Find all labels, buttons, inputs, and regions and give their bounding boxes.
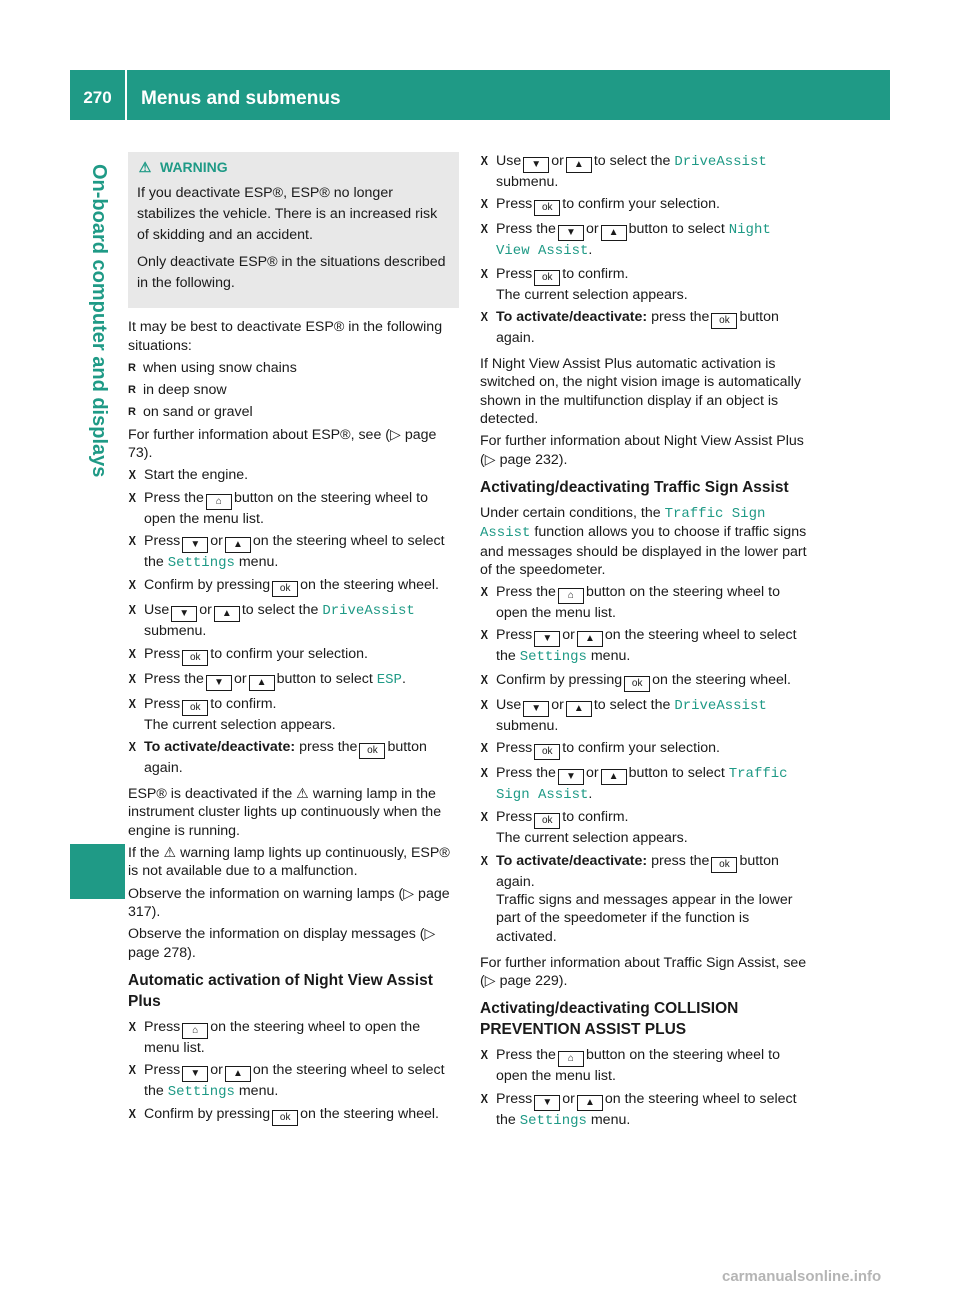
step: X Press ok to confirm your selection. xyxy=(480,739,811,760)
home-key-icon: ⌂ xyxy=(182,1023,208,1039)
down-key-icon: ▼ xyxy=(523,157,549,173)
ok-key-icon: ok xyxy=(272,1110,298,1126)
up-key-icon: ▲ xyxy=(566,157,592,173)
left-column xyxy=(128,152,459,1130)
down-key-icon: ▼ xyxy=(182,1066,208,1082)
up-key-icon: ▲ xyxy=(225,537,251,553)
esp-deactivated-text: ESP® is deactivated if the ⚠ warning lamp in the instrument cluster lights up continuously when the engine is running. xyxy=(128,786,442,839)
up-key-icon: ▲ xyxy=(601,225,627,241)
menu-name: ESP xyxy=(376,671,402,688)
sidebar-thumb-tab xyxy=(70,844,125,899)
home-key-icon: ⌂ xyxy=(206,494,232,510)
page-title: Menus and submenus xyxy=(141,88,341,109)
ok-key-icon: ok xyxy=(711,313,737,329)
observe-display-messages: Observe the information on display messages (▷ page 278). xyxy=(128,926,436,961)
step: X Use ▼ or ▲ to select the DriveAssist submenu. xyxy=(480,696,811,735)
menu-name: Settings xyxy=(519,649,587,666)
ok-key-icon: ok xyxy=(534,270,560,286)
intro-text: It may be best to deactivate ESP® in the following situations: xyxy=(128,319,443,354)
menu-name: DriveAssist xyxy=(674,697,767,714)
home-key-icon: ⌂ xyxy=(558,588,584,604)
section-heading: Automatic activation of Night View Assist Plus xyxy=(128,971,433,1010)
sidebar-section-title: On-board computer and displays xyxy=(88,164,110,478)
warning-title: ⚠ WARNING xyxy=(138,159,228,175)
menu-name: DriveAssist xyxy=(674,154,767,170)
step: X Press ⌂ on the steering wheel to open the menu list. xyxy=(128,1018,459,1057)
ok-key-icon: ok xyxy=(711,857,737,873)
step: X Press the ⌂ button on the steering wheel to open the menu list. xyxy=(128,489,459,528)
down-key-icon: ▼ xyxy=(534,1095,560,1111)
down-key-icon: ▼ xyxy=(558,225,584,241)
further-info: For further information about ESP®, see (▷ page 73). xyxy=(128,426,437,462)
step: X Press the ▼ or ▲ button to select Traffic Sign Assist. xyxy=(480,764,811,804)
observe-warning-lamps: Observe the information on warning lamps (▷ page 317). xyxy=(128,885,450,920)
step: X Press the ▼ or ▲ button to select ESP. xyxy=(128,670,459,691)
menu-name: Traffic Sign Assist xyxy=(496,766,788,804)
step: X Press ok to confirm. The current selection appears. xyxy=(128,695,459,734)
step: X To activate/deactivate: press the ok button again. Traffic signs and messages appear in the lower part of the speedometer if the function is activated. xyxy=(480,852,811,946)
step: X Press ok to confirm. The current selection appears. xyxy=(480,808,811,847)
right-column xyxy=(480,152,811,1134)
ok-key-icon: ok xyxy=(359,743,385,759)
up-key-icon: ▲ xyxy=(566,701,592,717)
step: X Press ok to confirm your selection. xyxy=(480,195,811,216)
step: X Use ▼ or ▲ to select the DriveAssist submenu. xyxy=(128,601,459,640)
menu-name: Settings xyxy=(167,1084,235,1101)
down-key-icon: ▼ xyxy=(171,606,197,622)
ok-key-icon: ok xyxy=(624,676,650,692)
function-name: Traffic Sign Assist xyxy=(480,505,766,542)
warning-triangle-icon: ⚠ xyxy=(138,159,152,175)
up-key-icon: ▲ xyxy=(577,1095,603,1111)
step: X Use ▼ or ▲ to select the DriveAssist submenu. xyxy=(480,152,811,191)
list-item: R when using snow chains xyxy=(128,359,459,377)
night-view-text: If Night View Assist Plus automatic activation is switched on, the night vision image is automatically shown in the multifunction display if an object is detected. xyxy=(480,356,801,428)
down-key-icon: ▼ xyxy=(558,769,584,785)
list-item: R in deep snow xyxy=(128,381,459,399)
home-key-icon: ⌂ xyxy=(558,1051,584,1067)
step: X Confirm by pressing ok on the steering wheel. xyxy=(480,671,811,692)
menu-name: DriveAssist xyxy=(322,603,415,620)
step: X To activate/deactivate: press the ok button again. xyxy=(128,738,459,777)
warning-text-2: Only deactivate ESP® in the situations described in the following. xyxy=(137,254,446,292)
menu-name: Night View Assist xyxy=(496,222,771,260)
step-start-engine: X Start the engine. xyxy=(128,466,459,484)
up-key-icon: ▲ xyxy=(577,631,603,647)
warning-box xyxy=(128,152,459,308)
step: X Press ▼ or ▲ on the steering wheel to select the Settings menu. xyxy=(480,626,811,666)
up-key-icon: ▲ xyxy=(249,675,275,691)
list-item: R on sand or gravel xyxy=(128,403,459,421)
step: X Press the ⌂ button on the steering wheel to open the menu list. xyxy=(480,583,811,622)
up-key-icon: ▲ xyxy=(601,769,627,785)
tsa-further-info: For further information about Traffic Sign Assist, see (▷ page 229). xyxy=(480,954,807,990)
up-key-icon: ▲ xyxy=(225,1066,251,1082)
down-key-icon: ▼ xyxy=(534,631,560,647)
down-key-icon: ▼ xyxy=(523,701,549,717)
esp-fault-text: If the ⚠ warning lamp lights up continuously, ESP® is not available due to a malfunction. xyxy=(128,845,450,880)
footer-watermark: carmanualsonline.info xyxy=(722,1268,882,1285)
tsa-intro: Under certain conditions, the Traffic Sign Assist function allows you to choose if traffic signs and messages should be displayed in the lower part of the speedometer. xyxy=(480,504,807,578)
step: X Press the ▼ or ▲ button to select Night View Assist. xyxy=(480,220,811,260)
ok-key-icon: ok xyxy=(272,581,298,597)
ok-key-icon: ok xyxy=(534,200,560,216)
section-heading: Activating/deactivating COLLISION PREVENTION ASSIST PLUS xyxy=(480,1000,739,1039)
step: X Press ok to confirm your selection. xyxy=(128,645,459,666)
step: X Press ▼ or ▲ on the steering wheel to select the Settings menu. xyxy=(480,1090,811,1130)
menu-name: Settings xyxy=(519,1112,587,1129)
step: X Press ▼ or ▲ on the steering wheel to select the Settings menu. xyxy=(128,532,459,572)
step: X Press the ⌂ button on the steering wheel to open the menu list. xyxy=(480,1046,811,1085)
down-key-icon: ▼ xyxy=(206,675,232,691)
ok-key-icon: ok xyxy=(182,650,208,666)
step: X Press ok to confirm. The current selection appears. xyxy=(480,265,811,304)
section-heading: Activating/deactivating Traffic Sign Assist xyxy=(480,478,789,496)
up-key-icon: ▲ xyxy=(214,606,240,622)
down-key-icon: ▼ xyxy=(182,537,208,553)
page-number: 270 xyxy=(83,88,112,107)
step: X Press ▼ or ▲ on the steering wheel to select the Settings menu. xyxy=(128,1061,459,1101)
ok-key-icon: ok xyxy=(182,700,208,716)
step: X Confirm by pressing ok on the steering wheel. xyxy=(128,576,459,597)
header-divider xyxy=(125,70,127,120)
menu-name: Settings xyxy=(167,554,235,571)
warning-text: If you deactivate ESP®, ESP® no longer stabilizes the vehicle. There is an increased risk of skidding and an accident. xyxy=(137,185,438,244)
step: X To activate/deactivate: press the ok button again. xyxy=(480,308,811,347)
ok-key-icon: ok xyxy=(534,813,560,829)
step: X Confirm by pressing ok on the steering wheel. xyxy=(128,1105,459,1126)
ok-key-icon: ok xyxy=(534,744,560,760)
night-view-further-info: For further information about Night View Assist Plus (▷ page 232). xyxy=(480,433,804,468)
